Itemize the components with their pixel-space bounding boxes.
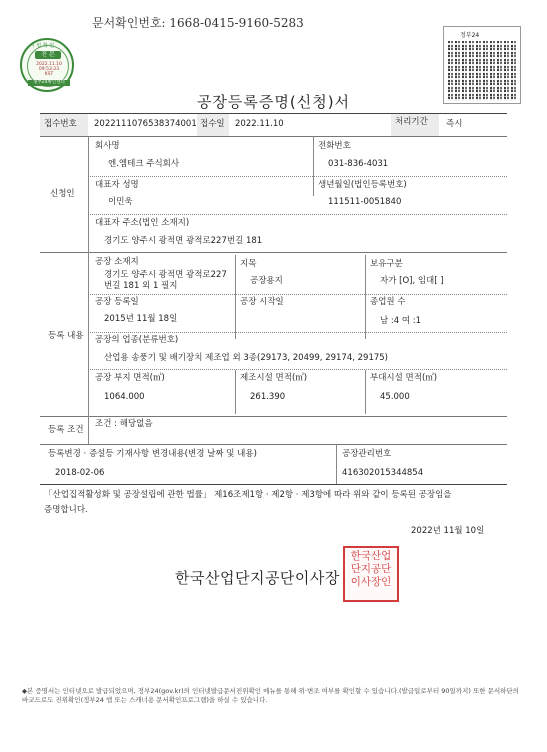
industry: 산업용 송풍기 및 배기장치 제조업 외 3종(29173, 20499, 29174, 29175)	[104, 353, 388, 363]
land-category: 공장용지	[250, 276, 283, 286]
representative-label: 대표자 성명	[95, 180, 139, 190]
registration-section-label: 등록 내용	[48, 331, 84, 341]
employee-count: 남 :4 여 :1	[380, 316, 422, 326]
management-no-label: 공장관리번호	[342, 449, 392, 459]
auxiliary-area: 45.000	[380, 392, 410, 402]
certification-statement-end: 증명합니다.	[44, 505, 88, 515]
row-divider	[88, 369, 507, 370]
section-divider	[88, 252, 89, 416]
phone-label: 전화번호	[318, 141, 351, 151]
registration-date-label: 공장 등록일	[95, 297, 139, 307]
address-label: 대표자 주소(법인 소재지)	[95, 218, 190, 228]
management-no: 416302015344854	[342, 468, 424, 478]
section-border	[40, 416, 507, 417]
seal-date	[32, 62, 66, 77]
qr-label: 정부24	[460, 32, 480, 39]
ownership-label: 보유구분	[370, 259, 403, 269]
seal-org: 정부24확인센터	[28, 80, 70, 86]
receipt-date: 2022.11.10	[235, 119, 284, 129]
site-area: 1064.000	[104, 392, 145, 402]
birth-number: 111511-0051840	[328, 197, 402, 207]
applicant-section-label: 신청인	[50, 189, 75, 199]
period: 즉시	[446, 119, 463, 129]
seal-line-1: 한국산업	[350, 550, 392, 562]
changes-label: 등록변경 · 증설등 기재사항 변경내용(변경 날짜 및 내용)	[48, 449, 257, 459]
table-bottom-border	[40, 484, 507, 485]
seal-tz-line: KST	[44, 72, 54, 77]
column-divider	[336, 444, 337, 484]
column-divider	[235, 370, 236, 414]
document-confirmation-number: 문서확인번호: 1668-0415-9160-5283	[92, 16, 304, 30]
column-divider	[365, 370, 366, 414]
land-category-label: 지목	[240, 259, 257, 269]
site-area-label: 공장 부지 면적(㎡)	[95, 373, 165, 383]
row-divider	[88, 176, 507, 177]
seal-date-line: 2022.11.10	[36, 62, 62, 67]
seal-line-2: 단지공단	[350, 563, 392, 575]
changes-value: 2018-02-06	[55, 468, 105, 478]
auxiliary-area-label: 부대시설 면적(㎡)	[370, 373, 438, 383]
receipt-no: 20221110765383740​01	[94, 119, 197, 129]
company-name: 엔.엠테크 주식회사	[108, 159, 180, 169]
ownership: 자가 [O], 임대[ ]	[380, 276, 444, 286]
certification-statement: 「산업집적활성화 및 공장설립에 관한 법률」 제16조제1항 · 제2항 · 제3항에 따라 위와 같이 등록된 공장임을	[44, 490, 452, 500]
birth-label: 생년월일(법인등록번호)	[318, 180, 407, 190]
manufacturing-area-label: 제조시설 면적(㎡)	[240, 373, 308, 383]
factory-address-line-2: 번길 181 외 1 필지	[104, 281, 178, 291]
section-divider	[88, 136, 89, 252]
section-divider	[88, 416, 89, 444]
seal-ring-text: 시 립 확 인	[30, 43, 55, 49]
company-label: 회사명	[95, 141, 120, 151]
table-top-border	[40, 113, 507, 114]
column-divider	[365, 255, 366, 339]
operation-start-label: 공장 시작일	[240, 297, 284, 307]
address: 경기도 양주시 광적면 광적로227번길 181	[104, 236, 263, 246]
header-row-border	[40, 136, 507, 137]
column-divider	[235, 255, 236, 339]
receipt-no-label: 접수번호	[44, 119, 77, 129]
issuer-name: 한국산업단지공단이사장	[175, 569, 340, 587]
row-divider	[88, 214, 507, 215]
period-label: 처리기간	[395, 117, 428, 127]
seal-badge: 진 본	[35, 51, 61, 59]
row-divider	[88, 332, 507, 333]
row-divider	[88, 294, 507, 295]
representative-name: 이민욱	[108, 197, 133, 207]
document-title: 공장등록증명(신청)서	[196, 93, 351, 111]
conditions-section-label: 등록 조건	[48, 425, 84, 435]
issue-date: 2022년 11월 10일	[411, 526, 485, 536]
section-border	[40, 252, 507, 253]
industry-label: 공장의 업종(분류번호)	[95, 335, 179, 345]
employee-count-label: 종업원 수	[370, 297, 406, 307]
factory-address-line-1: 경기도 양주시 광적면 광적로227	[104, 270, 227, 280]
seal-line-3: 이사장인	[350, 576, 392, 588]
receipt-date-label: 접수일	[200, 119, 225, 129]
conditions-text: 조건 : 해당없음	[95, 419, 153, 429]
manufacturing-area: 261.390	[250, 392, 286, 402]
section-border	[40, 444, 507, 445]
seal-time-line: 09:53:23	[38, 67, 60, 72]
phone: 031-836-4031	[328, 159, 389, 169]
authenticity-seal	[20, 38, 74, 92]
column-divider	[313, 136, 314, 196]
official-red-seal	[343, 546, 399, 602]
registration-date: 2015년 11월 18일	[104, 314, 178, 324]
footer-notice: ◆본 증명서는 인터넷으로 발급되었으며, 정부24(gov.kr)의 인터넷발급문서진위확인 메뉴를 통해 위·변조 여부를 확인할 수 있습니다.(발급일로부터 90일까지) 또한 문서하단의 바코드로도 진위확인(정부24 앱 또는 스캐너용 문서확인프로그램)을 하실 수 있습니다.	[22, 687, 519, 704]
factory-address-label: 공장 소재지	[95, 257, 139, 267]
